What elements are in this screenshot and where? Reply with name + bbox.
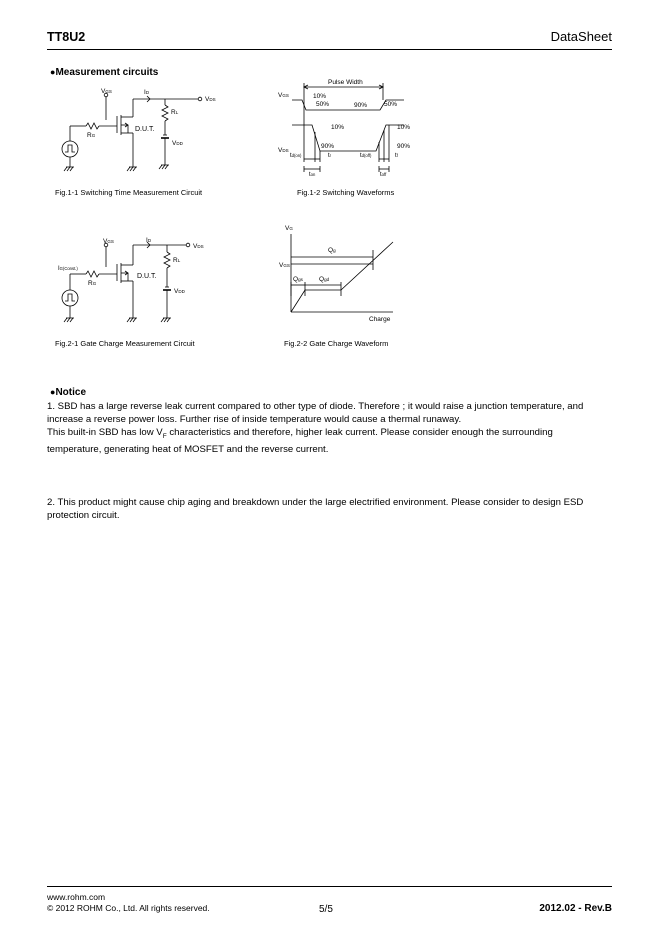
fig1-1-vds-label: V	[205, 96, 210, 103]
toff-label: t	[380, 172, 382, 178]
qg-label: Q	[328, 247, 334, 254]
tr-label: t	[328, 153, 330, 159]
pct-10-a: 10%	[313, 93, 327, 100]
qgd-label: Q	[319, 276, 325, 283]
fig1-2-vgs-label: V	[278, 92, 283, 99]
svg-text:Qg: Qg	[328, 247, 336, 254]
pulse-width-label: Pulse Width	[328, 79, 363, 86]
ton-label: t	[309, 172, 311, 178]
svg-text:VGS: VGS	[103, 238, 114, 245]
svg-text:VDS: VDS	[193, 243, 204, 250]
fig1-1-dut-label: D.U.T.	[135, 126, 155, 133]
fig2-2-vg-label: V	[285, 225, 290, 232]
fig1-1-id-label: I	[144, 89, 146, 96]
svg-text:toff: toff	[380, 172, 387, 178]
qgs-label: Q	[293, 276, 299, 283]
fig2-1-vds-label: V	[193, 243, 198, 250]
svg-text:VDS: VDS	[278, 147, 289, 154]
fig2-1-vdd-label: V	[174, 288, 179, 295]
bullet-icon: ●	[50, 387, 56, 397]
svg-text:IG(Const.): IG(Const.)	[58, 266, 78, 272]
tf-label: t	[395, 153, 397, 159]
fig2-2-vgs-label: V	[279, 262, 284, 269]
notice-title: ●Notice	[50, 387, 86, 398]
fig1-1-vgs-label: V	[101, 88, 106, 95]
fig1-2-vds-label: V	[278, 147, 283, 154]
svg-text:VGS: VGS	[101, 88, 112, 95]
svg-text:RL: RL	[171, 109, 179, 116]
svg-text:ID: ID	[144, 89, 150, 96]
fig2-2-gate-charge-waveform	[279, 222, 403, 327]
footer-website: www.rohm.com	[47, 892, 106, 902]
pct-90-a: 90%	[354, 102, 368, 109]
svg-text:RG: RG	[87, 132, 96, 139]
svg-text:VDD: VDD	[174, 288, 185, 295]
pct-50-a: 50%	[316, 101, 330, 108]
fig1-1-caption: Fig.1-1 Switching Time Measurement Circuit	[55, 188, 203, 197]
svg-text:tr: tr	[328, 153, 332, 159]
header-rule	[47, 49, 612, 50]
pct-10-b: 10%	[331, 124, 345, 131]
notice-paragraph-3: 2. This product might cause chip aging and breakdown under the large electrified environment. Please consider to design ESD protection circuit.	[47, 497, 584, 521]
fig1-1-rg-label: R	[87, 132, 92, 139]
fig2-1-vgs-label: V	[103, 238, 108, 245]
pct-90-b: 90%	[321, 143, 335, 150]
notice-paragraph-1: 1. SBD has a large reverse leak current compared to other type of diode. Therefore ; it would raise a junction temperature, and increase a reverse power loss. Further rise of inside temperature would cause a thermal runaway.	[47, 401, 584, 425]
footer-copyright: © 2012 ROHM Co., Ltd. All rights reserved.	[47, 903, 210, 913]
fig1-2-switching-waveforms	[276, 76, 426, 178]
revision: 2012.02 - Rev.B	[539, 903, 612, 914]
pct-50-b: 50%	[384, 101, 398, 108]
svg-text:RL: RL	[173, 257, 181, 264]
svg-text:RG: RG	[88, 280, 97, 287]
fig1-2-caption: Fig.1-2 Switching Waveforms	[297, 188, 395, 197]
td-on-label: t	[290, 153, 292, 159]
fig2-2-caption: Fig.2-2 Gate Charge Waveform	[284, 339, 389, 348]
fig1-1-vdd-label: V	[172, 140, 177, 147]
td-off-label: t	[360, 153, 362, 159]
svg-text:VDD: VDD	[172, 140, 183, 147]
fig2-1-rg-label: R	[88, 280, 93, 287]
measurement-section-title: ●Measurement circuits	[50, 67, 159, 78]
svg-text:tf: tf	[395, 153, 398, 159]
part-number: TT8U2	[47, 30, 86, 44]
svg-text:VDS: VDS	[205, 96, 216, 103]
fig1-1-switching-circuit	[55, 85, 235, 180]
svg-text:Qgs: Qgs	[293, 276, 303, 283]
notice-paragraph-2: This built-in SBD has low $V_F$ characteristics and therefore, higher leak current. Please consider enough the surrounding temperature, generating heat of MOSFET and the reverse current.	[47, 427, 553, 455]
charge-axis-label: Charge	[369, 316, 391, 323]
document-type: DataSheet	[550, 29, 612, 44]
svg-text:td(on): td(on)	[290, 153, 302, 159]
pct-10-c: 10%	[397, 124, 411, 131]
svg-text:Qgd: Qgd	[319, 276, 330, 283]
svg-text:VG: VG	[285, 225, 293, 232]
svg-text:ton: ton	[309, 172, 316, 178]
bullet-icon: ●	[50, 67, 56, 77]
fig2-1-id-label: I	[146, 237, 148, 244]
fig2-1-caption: Fig.2-1 Gate Charge Measurement Circuit	[55, 339, 195, 348]
fig1-1-rl-label: R	[171, 109, 176, 116]
svg-text:VGS: VGS	[278, 92, 289, 99]
svg-text:ID: ID	[146, 237, 152, 244]
fig2-1-dut-label: D.U.T.	[137, 273, 157, 280]
fig2-1-gate-charge-circuit	[55, 232, 235, 327]
page-number: 5/5	[319, 904, 333, 915]
svg-text:td(off): td(off)	[360, 153, 372, 159]
fig2-1-rl-label: R	[173, 257, 178, 264]
footer-rule	[47, 886, 612, 887]
pct-90-c: 90%	[397, 143, 411, 150]
svg-text:VGS: VGS	[279, 262, 290, 269]
fig2-1-ig-label: I	[58, 266, 60, 272]
